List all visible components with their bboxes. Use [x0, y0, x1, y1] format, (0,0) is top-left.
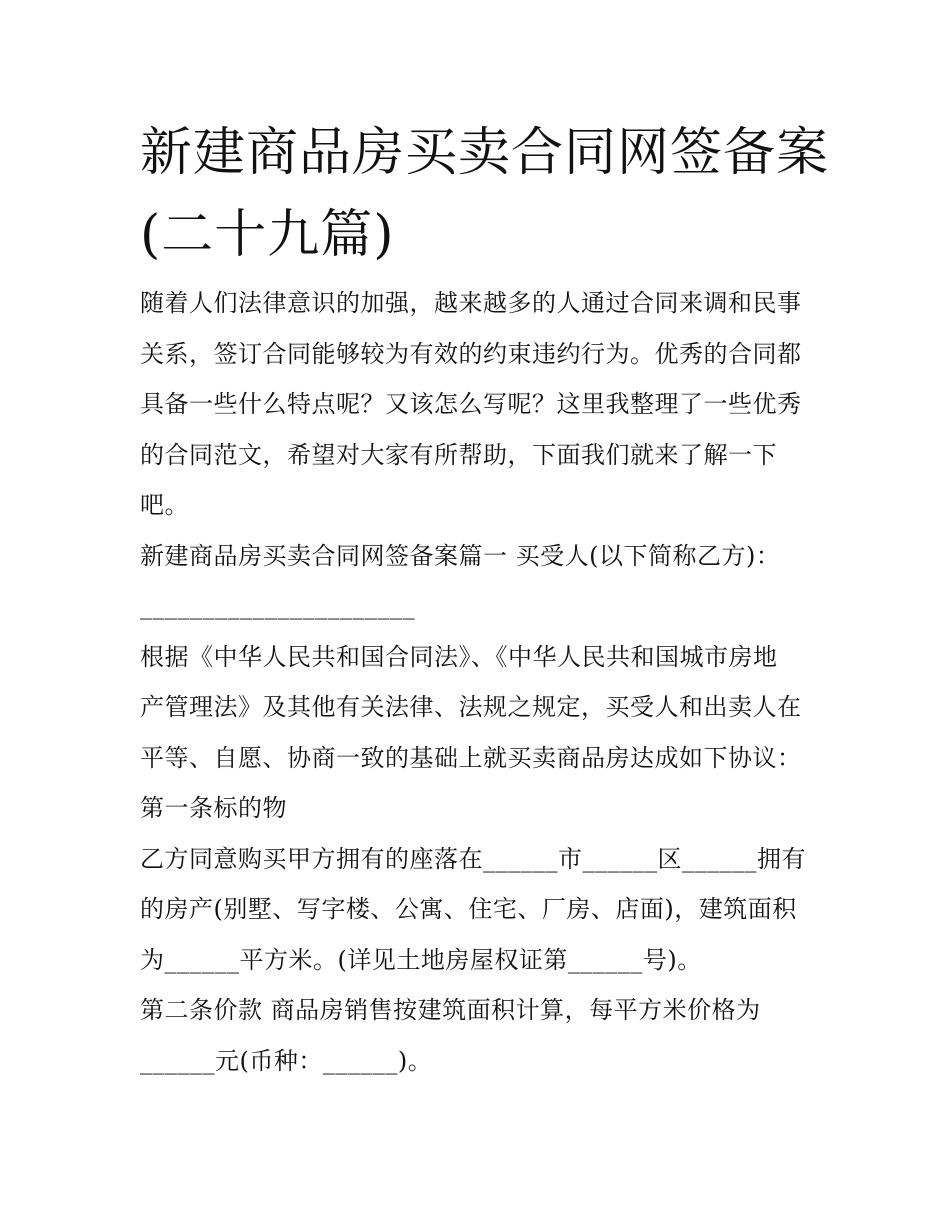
body-line: 为______平方米。(详见土地房屋权证第______号)。 [140, 945, 702, 974]
section-heading-line: 新建商品房买卖合同网签备案篇一 买受人(以下简称乙方)： [140, 541, 781, 570]
body-line: 的合同范文，希望对大家有所帮助，下面我们就来了解一下 [140, 440, 777, 469]
article-heading: 第一条标的物 [140, 794, 287, 822]
title-line-2: (二十九篇) [140, 205, 395, 265]
body-line: ______元(币种：______)。 [140, 1046, 433, 1075]
body-line: 关系，签订合同能够较为有效的约束违约行为。优秀的合同都 [140, 339, 802, 368]
body-line: 平等、自愿、协商一致的基础上就买卖商品房达成如下协议： [140, 743, 802, 772]
document-title [140, 112, 830, 276]
body-line: 具备一些什么特点呢？又该怎么写呢？这里我整理了一些优秀 [140, 390, 802, 418]
document-page [140, 112, 830, 1086]
body-line: 产管理法》及其他有关法律、法规之规定，买受人和出卖人在 [140, 693, 802, 721]
article-heading: 第二条价款 商品房销售按建筑面积计算，每平方米价格为 [140, 996, 761, 1024]
body-line: 乙方同意购买甲方拥有的座落在______市______区______拥有 [140, 844, 806, 873]
document-body [140, 278, 820, 1086]
body-line: 吧。 [140, 491, 189, 519]
title-line-1: 新建商品房买卖合同网签备案 [140, 123, 830, 183]
body-line: 根据《中华人民共和国合同法》、《中华人民共和国城市房地 [140, 642, 778, 671]
body-line: 的房产(别墅、写字楼、公寓、住宅、厂房、店面)，建筑面积 [140, 895, 797, 923]
signature-blank-line: ______________________ [140, 592, 415, 620]
body-line: 随着人们法律意识的加强，越来越多的人通过合同来调和民事 [140, 289, 802, 317]
